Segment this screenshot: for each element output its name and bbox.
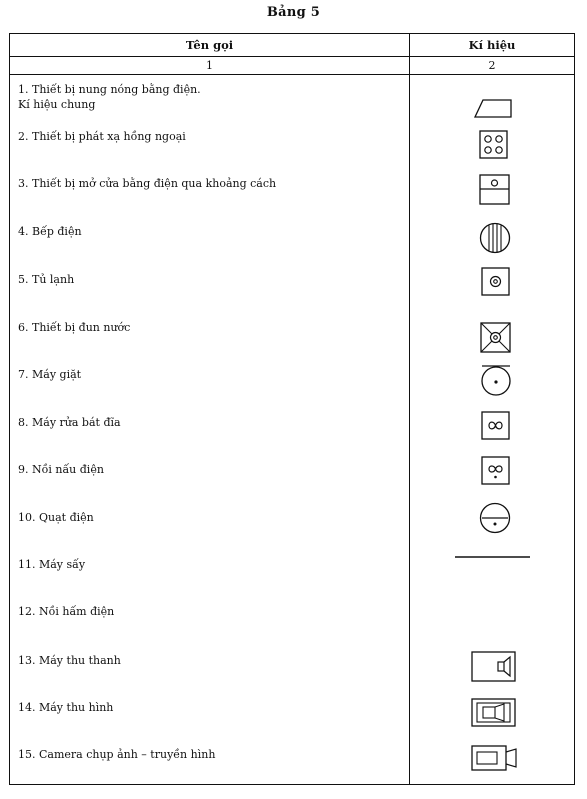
number-row-divider [10,74,574,75]
column-divider [409,34,410,784]
row-7-label: 7. Máy giặt [18,368,82,381]
row-14-label: 14. Máy thu hình [18,701,114,714]
general-heating-device-symbol [473,97,513,119]
electric-stove-symbol [479,222,511,254]
dishwasher-symbol [481,411,511,441]
row-1-sublabel: Kí hiệu chung [18,98,96,111]
row-15-label: 15. Camera chụp ảnh – truyền hình [18,748,216,761]
row-13-label: 13. Máy thu thanh [18,654,121,667]
row-4-label: 4. Bếp điện [18,225,82,238]
electric-cooker-symbol [481,456,511,486]
camera-symbol [471,743,523,775]
row-8-label: 8. Máy rửa bát đĩa [18,416,121,429]
remote-door-opener-symbol [479,174,511,206]
column-number-1: 1 [206,59,213,72]
row-2-label: 2. Thiết bị phát xạ hồng ngoại [18,130,186,143]
row-12-label: 12. Nồi hấm điện [18,605,115,618]
row-11-label: 11. Máy sấy [18,558,86,571]
row-10-label: 10. Quạt điện [18,511,94,524]
header-divider [10,56,574,57]
television-receiver-symbol [471,698,517,728]
dryer-symbol [454,554,532,560]
row-5-label: 5. Tủ lạnh [18,273,75,286]
table-title: Bảng 5 [266,5,321,20]
symbols-table [9,33,575,785]
row-6-label: 6. Thiết bị đun nước [18,321,131,334]
header-col-symbol: Kí hiệu [468,38,516,52]
washing-machine-symbol [479,364,513,398]
row-3-label: 3. Thiết bị mở cửa bằng điện qua khoảng cách [18,177,277,190]
row-1-label: 1. Thiết bị nung nóng bằng điện. [18,83,201,96]
radio-receiver-symbol [471,651,517,683]
water-heater-symbol [480,322,512,354]
row-9-label: 9. Nồi nấu điện [18,463,104,476]
electric-fan-symbol [479,502,511,534]
column-number-2: 2 [488,59,496,72]
refrigerator-symbol [481,267,511,297]
header-col-name: Tên gọi [185,38,234,52]
infrared-emitter-symbol [479,130,509,160]
